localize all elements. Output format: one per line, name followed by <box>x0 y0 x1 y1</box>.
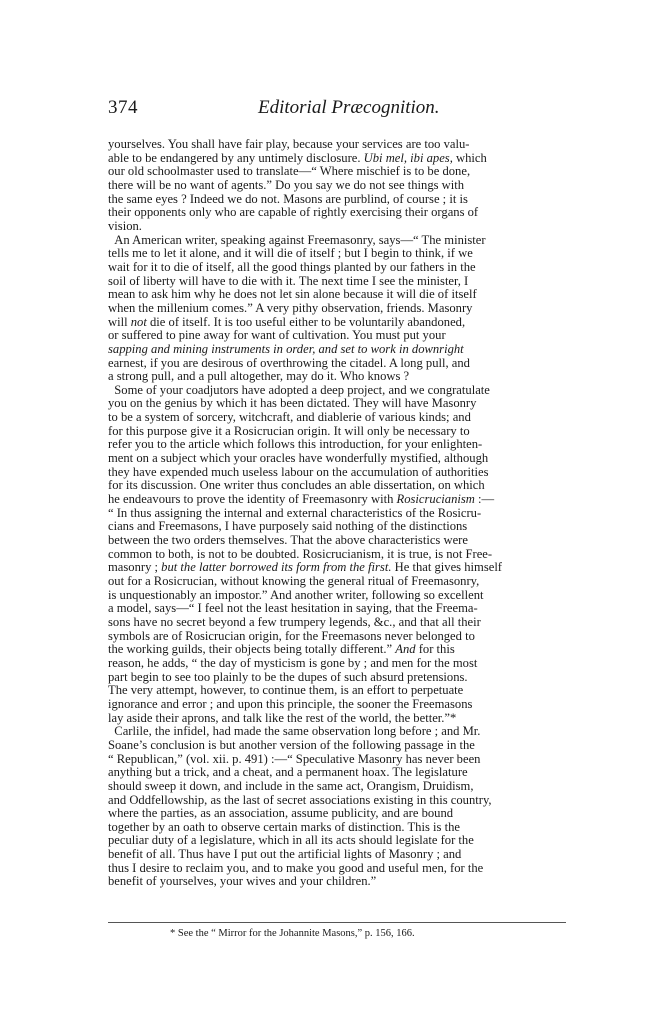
text-segment: to be a system of sorcery, witchcraft, and diablerie of various kinds; and <box>108 411 471 425</box>
text-segment: should sweep it down, and include in the same act, Orangism, Druidism, <box>108 779 474 793</box>
text-segment: “ Republican,” (vol. xii. p. 491) :—“ Speculative Masonry has never been <box>108 752 481 766</box>
text-segment: symbols are of Rosicrucian origin, for the Freemasons never belonged to <box>108 629 475 643</box>
text-segment: lay aside their aprons, and talk like the rest of the world, the better.”* <box>108 711 457 725</box>
text-segment: Rosicrucianism <box>396 493 475 507</box>
text-segment: “ In thus assigning the internal and external characteristics of the Rosicru- <box>108 506 482 520</box>
paragraph <box>108 725 574 889</box>
text-segment: they have expended much useless labour on the accumulation of authorities <box>108 465 489 479</box>
text-line <box>108 329 574 343</box>
text-segment: earnest, if you are desirous of overthrowing the citadel. A long pull, and <box>108 356 470 370</box>
text-segment: between the two orders themselves. That the above characteristics were <box>108 534 468 548</box>
text-segment: not <box>130 315 147 329</box>
text-line <box>108 725 574 739</box>
text-segment: tells me to let it alone, and it will die of itself ; but I begin to think, if we <box>108 247 473 261</box>
text-line <box>108 794 574 808</box>
text-line <box>108 561 574 575</box>
text-line <box>108 602 574 616</box>
text-segment: a model, says—“ I feel not the least hesitation in saying, that the Freema- <box>108 602 478 616</box>
paragraph <box>108 234 574 384</box>
text-line <box>108 493 574 507</box>
text-line <box>108 343 574 357</box>
text-segment: sons have no secret beyond a few trumpery legends, &c., and that all their <box>108 615 481 629</box>
text-line <box>108 575 574 589</box>
text-segment: ignorance and error ; and upon this principle, the sooner the Freemasons <box>108 697 473 711</box>
text-line <box>108 630 574 644</box>
text-line <box>108 302 574 316</box>
text-line <box>108 657 574 671</box>
text-segment: the working guilds, their objects being totally different.” <box>108 643 396 657</box>
text-line <box>108 753 574 767</box>
text-line <box>108 206 574 220</box>
text-segment: wait for it to die of itself, all the good things planted by our fathers in the <box>108 260 476 274</box>
text-segment: thus I desire to reclaim you, and to make you good and useful men, for the <box>108 861 484 875</box>
text-line <box>108 589 574 603</box>
text-line <box>108 548 574 562</box>
text-line <box>108 643 574 657</box>
text-line <box>108 807 574 821</box>
text-line <box>108 452 574 466</box>
text-segment: and Oddfellowship, as the last of secret associations existing in this country, <box>108 793 492 807</box>
text-line <box>108 671 574 685</box>
text-segment: An American writer, speaking against Freemasonry, says—“ The minister <box>108 233 486 247</box>
body-text <box>108 138 574 889</box>
text-line <box>108 684 574 698</box>
text-segment: for its discussion. One writer thus concludes an able dissertation, on which <box>108 479 485 493</box>
text-line <box>108 370 574 384</box>
text-line <box>108 397 574 411</box>
text-line <box>108 834 574 848</box>
text-segment: He that gives himself <box>391 561 503 575</box>
text-segment: able to be endangered by any untimely disclosure. <box>108 151 364 165</box>
text-line <box>108 193 574 207</box>
text-line <box>108 739 574 753</box>
text-line <box>108 862 574 876</box>
paragraph <box>108 384 574 725</box>
text-segment: sapping and mining instruments in order, and set to work in downright <box>108 342 464 356</box>
text-segment: masonry ; <box>108 561 162 575</box>
text-segment: will <box>108 315 131 329</box>
text-segment: when the millenium comes.” A very pithy observation, friends. Masonry <box>108 301 473 315</box>
page-number: 374 <box>108 97 138 118</box>
text-segment: benefit of yourselves, your wives and your children.” <box>108 875 377 889</box>
text-segment: he endeavours to prove the identity of Freemasonry with <box>108 493 397 507</box>
text-segment: cians and Freemasons, I have purposely said nothing of the distinctions <box>108 520 468 534</box>
text-line <box>108 821 574 835</box>
text-segment: yourselves. You shall have fair play, because your services are too valu- <box>108 138 470 151</box>
running-title: Editorial Præcognition. <box>258 97 440 118</box>
text-line <box>108 138 574 152</box>
text-line <box>108 384 574 398</box>
text-line <box>108 848 574 862</box>
paragraph <box>108 138 574 234</box>
text-segment: but the latter borrowed its form from the first. <box>161 561 392 575</box>
text-segment: the same eyes ? Indeed we do not. Masons are purblind, of course ; it is <box>108 192 468 206</box>
text-line <box>108 234 574 248</box>
text-segment: refer you to the article which follows this introduction, for your enlighten- <box>108 438 483 452</box>
text-segment: for this <box>415 643 455 657</box>
text-segment: which <box>452 151 487 165</box>
text-line <box>108 766 574 780</box>
text-line <box>108 357 574 371</box>
text-line <box>108 507 574 521</box>
text-segment: for this purpose give it a Rosicrucian origin. It will only be necessary to <box>108 424 470 438</box>
text-line <box>108 479 574 493</box>
text-line <box>108 425 574 439</box>
text-segment: out for a Rosicrucian, without knowing the general ritual of Freemasonry, <box>108 575 480 588</box>
text-segment: or suffered to pine away for want of cultivation. You must put your <box>108 329 446 343</box>
text-line <box>108 220 574 234</box>
text-segment: where the parties, as an association, assume publicity, and are bound <box>108 807 454 821</box>
text-line <box>108 466 574 480</box>
text-segment: Carlile, the infidel, had made the same observation long before ; and Mr. <box>108 725 481 739</box>
text-line <box>108 165 574 179</box>
text-segment: anything but a trick, and a cheat, and a permanent hoax. The legislature <box>108 766 468 780</box>
text-line <box>108 411 574 425</box>
text-line <box>108 288 574 302</box>
text-segment: together by an oath to observe certain marks of distinction. This is the <box>108 820 460 834</box>
text-segment: their opponents only who are capable of rightly exercising their organs of <box>108 206 479 220</box>
footnote-rule <box>108 922 566 923</box>
text-segment: our old schoolmaster used to translate—“ Where mischief is to be done, <box>108 165 471 179</box>
text-segment: die of itself. It is too useful either to be voluntarily abandoned, <box>146 315 466 329</box>
text-line <box>108 875 574 889</box>
text-line <box>108 698 574 712</box>
text-segment: is unquestionably an impostor.” And another writer, following so excellent <box>108 588 484 602</box>
text-line <box>108 712 574 726</box>
text-segment: :— <box>474 493 495 507</box>
text-segment: Soane’s conclusion is but another version of the following passage in the <box>108 738 475 752</box>
text-line <box>108 616 574 630</box>
text-segment: reason, he adds, “ the day of mysticism is gone by ; and men for the most <box>108 656 478 670</box>
text-line <box>108 152 574 166</box>
text-line <box>108 534 574 548</box>
text-segment: a strong pull, and a pull altogether, may do it. Who knows ? <box>108 370 410 384</box>
text-segment: part begin to see too plainly to be the dupes of such absurd pretensions. <box>108 670 468 684</box>
text-line <box>108 275 574 289</box>
text-segment: common to both, is not to be doubted. Rosicrucianism, it is true, is not Free- <box>108 547 493 561</box>
text-segment: Ubi mel, ibi apes, <box>363 151 453 165</box>
text-segment: vision. <box>108 219 142 233</box>
text-segment: soil of liberty will have to die with it. The next time I see the minister, I <box>108 274 469 288</box>
text-segment: benefit of all. Thus have I put out the artificial lights of Masonry ; and <box>108 848 462 862</box>
text-segment: there will be no want of agents.” Do you say we do not see things with <box>108 178 465 192</box>
text-line <box>108 520 574 534</box>
text-segment: peculiar duty of a legislature, which in all its acts should legislate for the <box>108 834 474 848</box>
footnote: * See the “ Mirror for the Johannite Masons,” p. 156, 166. <box>170 928 415 939</box>
text-segment: The very attempt, however, to continue them, is an effort to perpetuate <box>108 684 464 698</box>
text-line <box>108 780 574 794</box>
page-header <box>108 97 566 121</box>
text-segment: Some of your coadjutors have adopted a deep project, and we congratulate <box>108 383 490 397</box>
text-segment: you on the genius by which it has been dictated. They will have Masonry <box>108 397 477 411</box>
text-segment: ment on a subject which your oracles have wonderfully mystified, although <box>108 452 489 466</box>
text-line <box>108 179 574 193</box>
text-segment: And <box>395 643 416 657</box>
text-segment: mean to ask him why he does not let sin alone because it will die of itself <box>108 288 477 302</box>
text-line <box>108 438 574 452</box>
text-line <box>108 261 574 275</box>
text-line <box>108 316 574 330</box>
text-line <box>108 247 574 261</box>
